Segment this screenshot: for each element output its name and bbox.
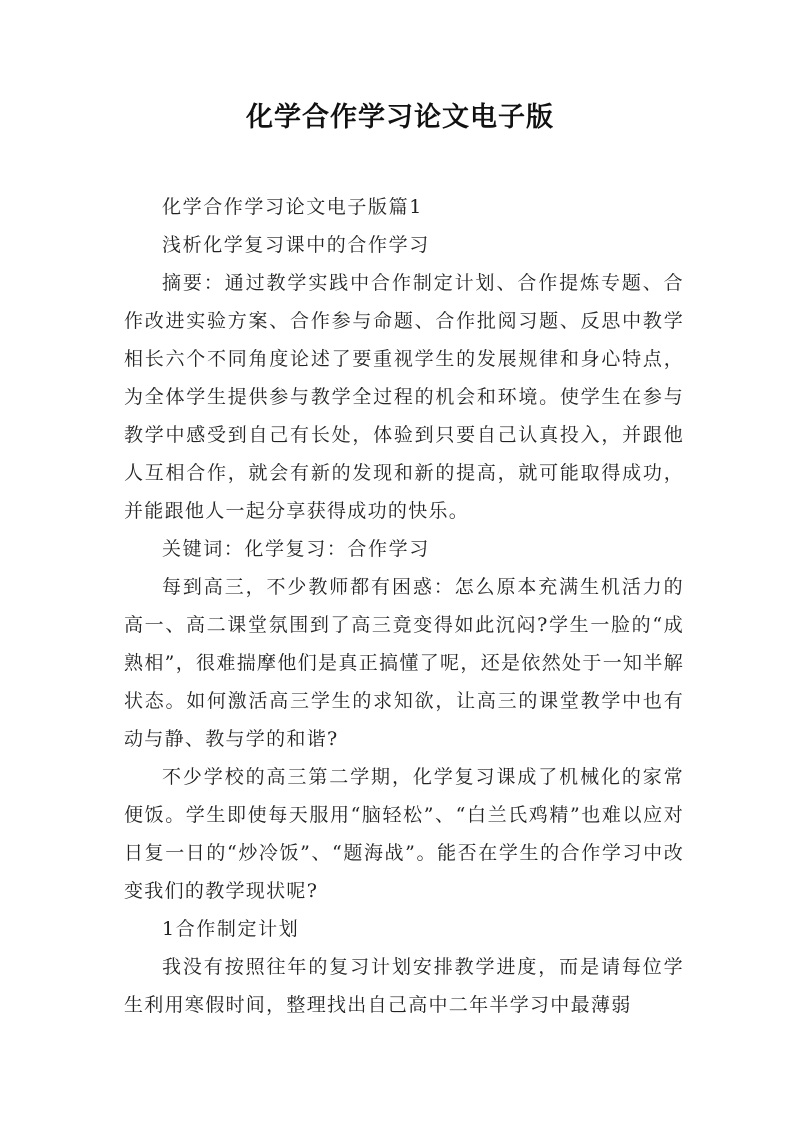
- body-paragraph: 不少学校的高三第二学期，化学复习课成了机械化的家常便饭。学生即使每天服用“脑轻松”、“白兰氏鸡精”也难以应对日复一日的“炒冷饭”、“题海战”。能否在学生的合作学习中改变我们的教学现状呢?: [124, 766, 684, 902]
- body-paragraph: 我没有按照往年的复习计划安排教学进度，而是请每位学生利用寒假时间，整理找出自己高中二年半学习中最薄弱: [124, 956, 684, 1016]
- abstract-paragraph: 摘要：通过教学实践中合作制定计划、合作提炼专题、合作改进实验方案、合作参与命题、合作批阅习题、反思中教学相长六个不同角度论述了要重视学生的发展规律和身心特点，为全体学生提供参与教学全过程的机会和环境。使学生在参与教学中感受到自己有长处，体验到只要自己认真投入，并跟他人互相合作，就会有新的发现和新的提高，就可能取得成功，并能跟他人一起分享获得成功的快乐。: [124, 272, 684, 522]
- article-title: 浅析化学复习课中的合作学习: [162, 234, 430, 256]
- keywords-line: 关键词：化学复习：合作学习: [162, 538, 430, 560]
- document-body: [124, 188, 684, 1024]
- section-heading: 化学合作学习论文电子版篇1: [162, 196, 423, 218]
- subsection-heading: 1合作制定计划: [162, 918, 300, 940]
- body-paragraph: 每到高三，不少教师都有困惑：怎么原本充满生机活力的高一、高二课堂氛围到了高三竟变得如此沉闷?学生一脸的“成熟相”，很难揣摩他们是真正搞懂了呢，还是依然处于一知半解状态。如何激活高三学生的求知欲，让高三的课堂教学中也有动与静、教与学的和谐?: [124, 576, 684, 750]
- document-title: 化学合作学习论文电子版: [246, 102, 554, 133]
